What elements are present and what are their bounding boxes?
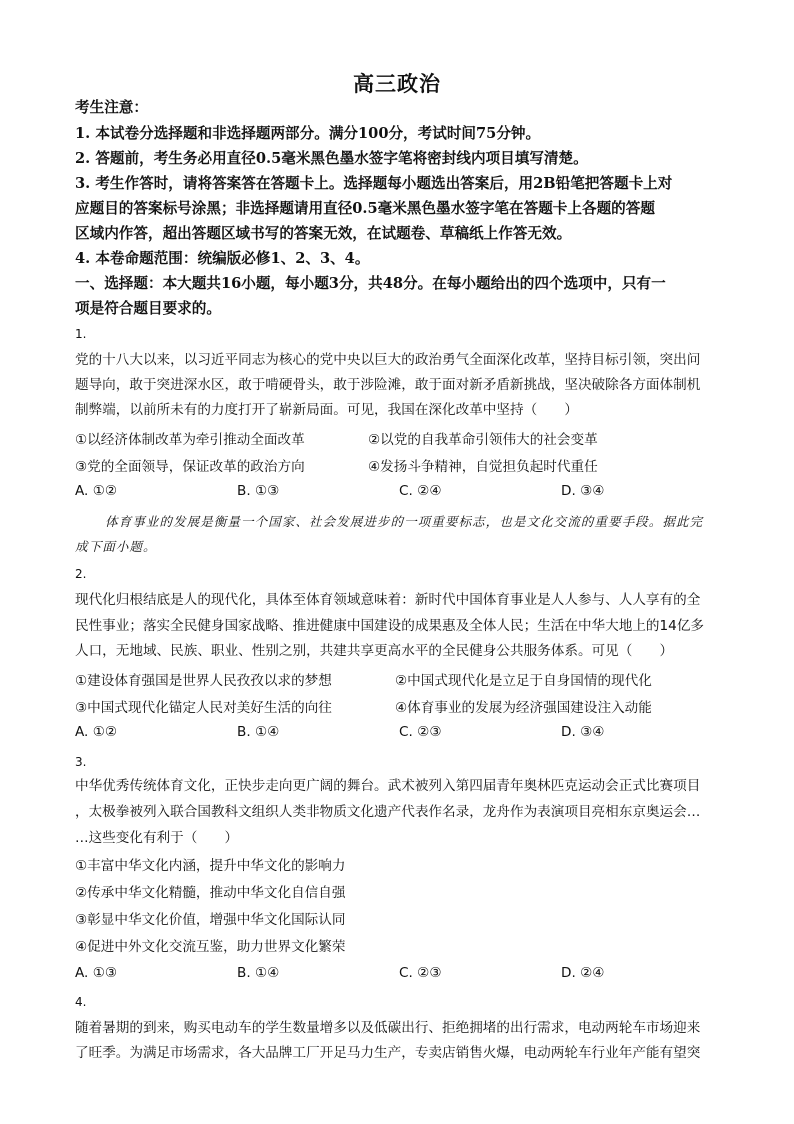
choice-c[interactable]: C. ②③ bbox=[399, 965, 442, 981]
notice-header: 考生注意： bbox=[75, 99, 148, 116]
choice-b[interactable]: B. ①④ bbox=[237, 965, 280, 981]
question-stem: ，太极拳被列入联合国教科文组织人类非物质文化遗产代表作名录，龙舟作为表演项目亮相东京奥运会… bbox=[75, 804, 701, 820]
choice-a[interactable]: A. ①③ bbox=[75, 965, 118, 981]
choice-a[interactable]: A. ①② bbox=[75, 724, 118, 740]
statement-item: ③彰显中华文化价值，增强中华文化国际认同 bbox=[75, 912, 346, 928]
statement-item: ①以经济体制改革为牵引推动全面改革 bbox=[75, 432, 305, 448]
choice-d[interactable]: D. ③④ bbox=[561, 724, 605, 740]
choice-row bbox=[75, 965, 725, 985]
choice-c[interactable]: C. ②④ bbox=[399, 483, 442, 499]
statement-item: ②以党的自我革命引领伟大的社会变革 bbox=[368, 432, 598, 448]
question-number: 4. bbox=[75, 995, 87, 1009]
question-stem: 中华优秀传统体育文化，正快步走向更广阔的舞台。武术被列入第四届青年奥林匹克运动会正式比赛项目 bbox=[75, 778, 701, 794]
statement-row bbox=[75, 696, 725, 716]
choice-row bbox=[75, 483, 725, 503]
choice-a[interactable]: A. ①② bbox=[75, 483, 118, 499]
section-heading: 项是符合题目要求的。 bbox=[75, 300, 221, 317]
choice-b[interactable]: B. ①③ bbox=[237, 483, 280, 499]
notice-line: 3. 考生作答时，请将答案答在答题卡上。选择题每小题选出答案后，用2B铅笔把答题卡上对 bbox=[75, 175, 673, 192]
question-number: 2. bbox=[75, 567, 87, 581]
statement-item: ①丰富中华文化内涵，提升中华文化的影响力 bbox=[75, 858, 346, 874]
question-stem: 制弊端，以前所未有的力度打开了崭新局面。可见，我国在深化改革中坚持（ ） bbox=[75, 402, 578, 418]
question-stem: …这些变化有利于（ ） bbox=[75, 830, 239, 846]
question-stem: 人口，无地域、民族、职业、性别之别，共建共享更高水平的全民健身公共服务体系。可见（ ） bbox=[75, 643, 674, 659]
question-stem: 现代化归根结底是人的现代化，具体至体育领域意味着：新时代中国体育事业是人人参与、人人享有的全 bbox=[75, 592, 701, 608]
choice-row bbox=[75, 724, 725, 744]
statement-item: ②中国式现代化是立足于自身国情的现代化 bbox=[395, 673, 652, 689]
question-number: 1. bbox=[75, 327, 87, 341]
statement-item: ①建设体育强国是世界人民孜孜以求的梦想 bbox=[75, 673, 332, 689]
choice-c[interactable]: C. ②③ bbox=[399, 724, 442, 740]
statement-item: ④发扬斗争精神，自觉担负起时代重任 bbox=[368, 459, 598, 475]
statement-item: ④体育事业的发展为经济强国建设注入动能 bbox=[395, 700, 652, 716]
statement-row bbox=[75, 669, 725, 689]
notice-line: 应题目的答案标号涂黑；非选择题请用直径0.5毫米黑色墨水签字笔在答题卡上各题的答题 bbox=[75, 200, 655, 217]
question-stem: 随着暑期的到来，购买电动车的学生数量增多以及低碳出行、拒绝拥堵的出行需求，电动两轮车市场迎来 bbox=[75, 1020, 701, 1036]
statement-item: ③中国式现代化锚定人民对美好生活的向往 bbox=[75, 700, 332, 716]
notice-line: 区域内作答，超出答题区域书写的答案无效，在试题卷、草稿纸上作答无效。 bbox=[75, 225, 572, 242]
statement-item: ③党的全面领导，保证改革的政治方向 bbox=[75, 459, 305, 475]
question-stem: 民性事业；落实全民健身国家战略、推进健康中国建设的成果惠及全体人民；生活在中华大地上的14亿多 bbox=[75, 618, 705, 634]
notice-line: 4. 本卷命题范围：统编版必修1、2、3、4。 bbox=[75, 250, 370, 267]
choice-d[interactable]: D. ②④ bbox=[561, 965, 605, 981]
choice-d[interactable]: D. ③④ bbox=[561, 483, 605, 499]
choice-b[interactable]: B. ①④ bbox=[237, 724, 280, 740]
question-stem: 了旺季。为满足市场需求，各大品牌工厂开足马力生产，专卖店销售火爆，电动两轮车行业年产能有望突 bbox=[75, 1045, 701, 1061]
page-title: 高三政治 bbox=[353, 71, 441, 96]
question-stem: 党的十八大以来，以习近平同志为核心的党中央以巨大的政治勇气全面深化改革，坚持目标引领，突出问 bbox=[75, 352, 701, 368]
material-text: 体育事业的发展是衡量一个国家、社会发展进步的一项重要标志，也是文化交流的重要手段。据此完 bbox=[105, 514, 704, 529]
notice-line: 2. 答题前，考生务必用直径0.5毫米黑色墨水签字笔将密封线内项目填写清楚。 bbox=[75, 150, 588, 167]
statement-row bbox=[75, 455, 725, 475]
question-number: 3. bbox=[75, 755, 87, 769]
question-stem: 题导向，敢于突进深水区，敢于啃硬骨头，敢于涉险滩，敢于面对新矛盾新挑战，坚决破除各方面体制机 bbox=[75, 377, 701, 393]
statement-item: ②传承中华文化精髓，推动中华文化自信自强 bbox=[75, 885, 346, 901]
material-text: 成下面小题。 bbox=[75, 539, 157, 554]
statement-row bbox=[75, 428, 725, 448]
notice-line: 1. 本试卷分选择题和非选择题两部分。满分100分，考试时间75分钟。 bbox=[75, 125, 541, 142]
statement-item: ④促进中外文化交流互鉴，助力世界文化繁荣 bbox=[75, 939, 346, 955]
section-heading: 一、选择题：本大题共16小题，每小题3分，共48分。在每小题给出的四个选项中，只有一 bbox=[75, 275, 666, 292]
